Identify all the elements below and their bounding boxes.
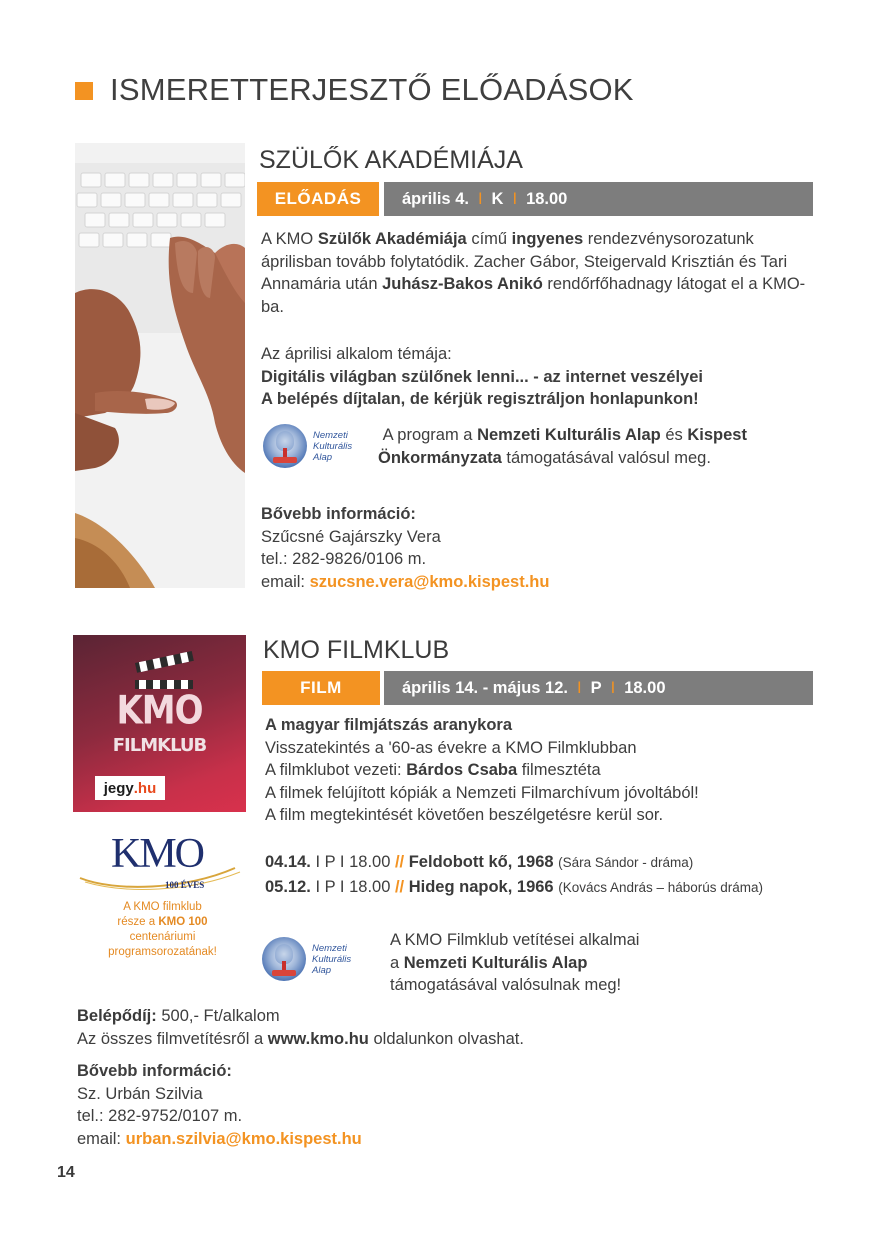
info-label: Bővebb információ: [261, 505, 416, 523]
support-line: A KMO Filmklub vetítései alkalmai [390, 931, 640, 949]
filmklub-logo-kmo: KMO [116, 688, 203, 734]
text: című [466, 230, 512, 248]
text: támogatásával valósul meg. [501, 448, 711, 467]
contact-tel: tel.: 282-9826/0106 m. [261, 550, 427, 568]
jegy-text: jegy [103, 779, 134, 797]
text: rendőrfőhadnagy látogat el a KMO-ba. [261, 275, 806, 316]
email-label: email: [77, 1129, 126, 1148]
separator: I [512, 189, 518, 208]
jegy-hu-badge[interactable] [95, 776, 165, 800]
desc-line [265, 759, 815, 782]
kmo100-logo-text: KMO [111, 831, 204, 877]
nka-logo [263, 424, 352, 468]
event1-title: SZÜLŐK AKADÉMIÁJA [259, 146, 523, 174]
text: rendezvénysorozatunk áprilisban tovább folytatódik. Zacher Gábor, Steigervald Krisztián és Tari Annamária után [261, 230, 788, 293]
event2-fee-block [77, 1005, 777, 1050]
fee-label: Belépődíj: [77, 1007, 157, 1025]
screening-meta: I P I 18.00 [310, 853, 395, 871]
text: A filmklubot vezeti: [265, 761, 407, 779]
text-bold: Kispest Önkormányzata [378, 426, 747, 467]
text: része a [117, 916, 159, 928]
fee-row [77, 1005, 777, 1028]
screening-note: (Kovács András – háborús dráma) [558, 880, 764, 895]
event2-time: 18.00 [624, 678, 666, 697]
text-bold: KMO 100 [158, 916, 208, 928]
caption-line: programsorozatának! [108, 946, 217, 958]
separator: I [577, 678, 582, 697]
screening-date: 05.12. [265, 878, 311, 896]
text-bold: ingyenes [511, 230, 584, 248]
website-link[interactable]: www.kmo.hu [267, 1029, 369, 1048]
event1-description [261, 228, 811, 318]
screenings-list [265, 850, 825, 900]
text: A KMO [261, 230, 318, 248]
event2-day: P [590, 678, 602, 697]
desc-line: Visszatekintés a '60-as évekre a KMO Filmklubban [265, 738, 637, 757]
event2-datebar [384, 671, 813, 705]
event1-date: április 4. [402, 189, 469, 208]
text-bold: Juhász-Bakos Anikó [382, 275, 543, 293]
contact-email-link[interactable]: urban.szilvia@kmo.kispest.hu [125, 1129, 362, 1148]
event2-title: KMO FILMKLUB [263, 636, 450, 664]
event1-topic-block [261, 343, 811, 411]
nka-emblem-icon [262, 937, 306, 981]
contact-name: Szűcsné Gajárszky Vera [261, 527, 441, 546]
screening-date: 04.14. [265, 853, 311, 871]
kmo100-years: 100 ÉVES [165, 880, 205, 890]
contact-email-link[interactable]: szucsne.vera@kmo.kispest.hu [309, 572, 550, 591]
event2-contact [77, 1060, 677, 1150]
nka-line: Kulturális [312, 953, 352, 965]
desc-line: A filmek felújított kópiák a Nemzeti Filmarchívum jóvoltából! [265, 783, 699, 802]
event1-tag: ELŐADÁS [257, 182, 379, 216]
desc-line: A film megtekintését követően beszélgetésre kerül sor. [265, 806, 664, 824]
support-line [390, 952, 810, 975]
headline: A magyar filmjátszás aranykora [265, 716, 513, 734]
contact-tel: tel.: 282-9752/0107 m. [77, 1107, 243, 1125]
text-bold: Nemzeti Kulturális Alap [477, 426, 661, 444]
event1-support [378, 424, 808, 469]
web-row [77, 1028, 777, 1051]
filmklub-poster [73, 635, 246, 812]
text: a [390, 953, 404, 972]
screening-row [265, 875, 825, 900]
section-title: ISMERETTERJESZTŐ ELŐADÁSOK [110, 72, 634, 107]
nka-logo-text [313, 430, 352, 463]
nka-line: Kulturális [313, 440, 353, 452]
text-bold: Nemzeti Kulturális Alap [403, 953, 588, 972]
event1-time: 18.00 [526, 189, 568, 208]
event2-description [265, 714, 815, 827]
caption-line [80, 915, 245, 930]
nka-line: Nemzeti [312, 942, 347, 954]
contact-email-row [261, 571, 811, 594]
event2-date: április 14. - május 12. [402, 678, 568, 697]
event1-datebar [384, 182, 813, 216]
contact-email-row [77, 1128, 677, 1151]
text: oldalunkon olvashat. [368, 1029, 524, 1048]
contact-name: Sz. Urbán Szilvia [77, 1084, 203, 1103]
screening-note: (Sára Sándor - dráma) [558, 855, 694, 870]
separator: I [477, 189, 483, 208]
caption-line: A KMO filmklub [123, 901, 202, 913]
section-marker [75, 82, 93, 100]
nka-logo [262, 937, 351, 981]
page-number: 14 [57, 1164, 75, 1181]
screening-film: Hideg napok, 1966 [404, 878, 559, 896]
entry-note: A belépés díjtalan, de kérjük regisztráljon honlapunkon! [261, 390, 699, 408]
text: filmesztéta [517, 761, 601, 779]
screening-film: Feldobott kő, 1968 [404, 853, 559, 871]
separator: I [610, 678, 616, 697]
event1-contact [261, 503, 811, 593]
nka-line: Nemzeti [313, 429, 348, 441]
screening-sep: // [394, 878, 405, 896]
text: Az összes filmvetítésről a [77, 1029, 268, 1048]
text-bold: Bárdos Csaba [406, 761, 518, 779]
keyboard-photo [75, 143, 245, 588]
fee-value: 500,- Ft/alkalom [156, 1007, 280, 1025]
filmklub-logo-text: FILMKLUB [112, 735, 207, 756]
nka-line: Alap [312, 964, 332, 976]
jegy-suffix: .hu [133, 779, 157, 797]
event1-day: K [491, 189, 504, 208]
event2-support [390, 929, 810, 997]
topic-intro: Az áprilisi alkalom témája: [261, 345, 452, 363]
text-bold: Szülők Akadémiája [317, 230, 467, 248]
nka-line: Alap [313, 451, 333, 463]
support-line: támogatásával valósulnak meg! [390, 976, 622, 994]
text: és [660, 426, 688, 444]
nka-logo-text [312, 943, 351, 976]
screening-row [265, 850, 825, 875]
screening-sep: // [394, 853, 405, 871]
topic: Digitális világban szülőnek lenni... - az internet veszélyei [261, 367, 703, 386]
kmo100-caption [80, 900, 245, 960]
screening-meta: I P I 18.00 [310, 878, 395, 896]
caption-line: centenáriumi [129, 931, 196, 943]
email-label: email: [261, 572, 310, 591]
nka-emblem-icon [263, 424, 307, 468]
text: A program a [382, 426, 478, 444]
event2-tag: FILM [262, 671, 380, 705]
info-label: Bővebb információ: [77, 1062, 232, 1080]
